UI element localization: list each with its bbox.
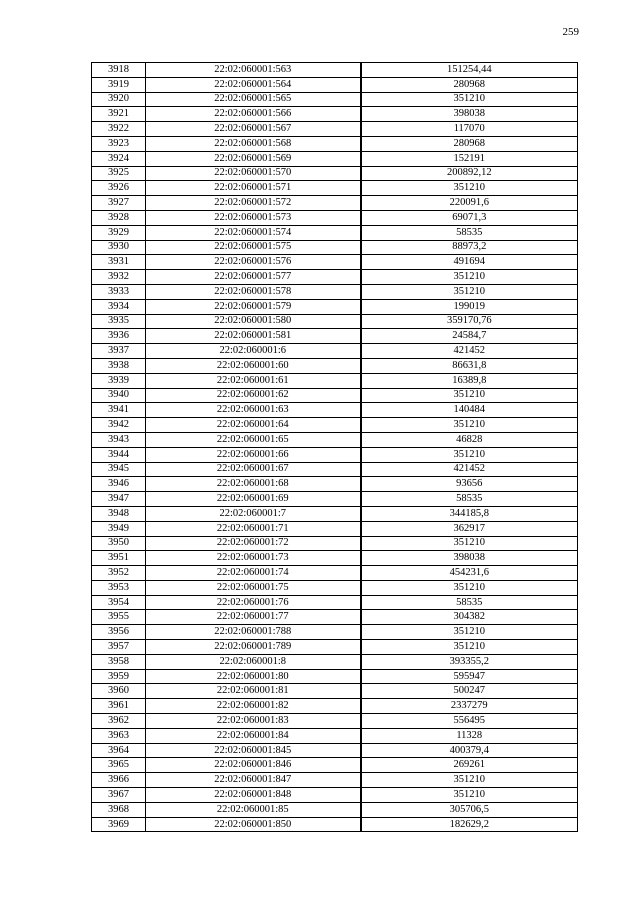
table-row bbox=[92, 63, 578, 78]
value-cell: 351210 bbox=[361, 418, 578, 433]
value-cell: 351210 bbox=[361, 447, 578, 462]
value-cell: 351210 bbox=[361, 270, 578, 285]
page-number: 259 bbox=[562, 26, 579, 38]
row-number-cell: 3925 bbox=[92, 166, 146, 181]
cadastral-number-cell: 22:02:060001:846 bbox=[146, 758, 361, 773]
row-number-cell: 3935 bbox=[92, 314, 146, 329]
table-row bbox=[92, 640, 578, 655]
row-number-cell: 3960 bbox=[92, 684, 146, 699]
value-cell: 93656 bbox=[361, 477, 578, 492]
row-number-cell: 3957 bbox=[92, 640, 146, 655]
table-row bbox=[92, 566, 578, 581]
value-cell: 398038 bbox=[361, 551, 578, 566]
table-row bbox=[92, 373, 578, 388]
cadastral-number-cell: 22:02:060001:847 bbox=[146, 773, 361, 788]
value-cell: 220091,6 bbox=[361, 196, 578, 211]
value-cell: 280968 bbox=[361, 136, 578, 151]
row-number-cell: 3937 bbox=[92, 344, 146, 359]
value-cell: 351210 bbox=[361, 773, 578, 788]
table-row bbox=[92, 196, 578, 211]
table-row bbox=[92, 136, 578, 151]
cadastral-number-cell: 22:02:060001:577 bbox=[146, 270, 361, 285]
row-number-cell: 3931 bbox=[92, 255, 146, 270]
cadastral-number-cell: 22:02:060001:73 bbox=[146, 551, 361, 566]
table-row bbox=[92, 122, 578, 137]
cadastral-number-cell: 22:02:060001:8 bbox=[146, 654, 361, 669]
cadastral-number-cell: 22:02:060001:570 bbox=[146, 166, 361, 181]
value-cell: 151254,44 bbox=[361, 63, 578, 78]
cadastral-number-cell: 22:02:060001:566 bbox=[146, 107, 361, 122]
cadastral-number-cell: 22:02:060001:77 bbox=[146, 610, 361, 625]
cadastral-number-cell: 22:02:060001:82 bbox=[146, 699, 361, 714]
value-cell: 454231,6 bbox=[361, 566, 578, 581]
row-number-cell: 3943 bbox=[92, 432, 146, 447]
value-cell: 58535 bbox=[361, 595, 578, 610]
value-cell: 152191 bbox=[361, 151, 578, 166]
value-cell: 182629,2 bbox=[361, 817, 578, 832]
table-row bbox=[92, 151, 578, 166]
table-row bbox=[92, 773, 578, 788]
value-cell: 351210 bbox=[361, 536, 578, 551]
table-row bbox=[92, 270, 578, 285]
row-number-cell: 3921 bbox=[92, 107, 146, 122]
cadastral-number-cell: 22:02:060001:850 bbox=[146, 817, 361, 832]
value-cell: 46828 bbox=[361, 432, 578, 447]
table-row bbox=[92, 714, 578, 729]
value-cell: 11328 bbox=[361, 728, 578, 743]
table-row bbox=[92, 403, 578, 418]
row-number-cell: 3924 bbox=[92, 151, 146, 166]
row-number-cell: 3918 bbox=[92, 63, 146, 78]
row-number-cell: 3958 bbox=[92, 654, 146, 669]
row-number-cell: 3940 bbox=[92, 388, 146, 403]
cadastral-number-cell: 22:02:060001:71 bbox=[146, 521, 361, 536]
row-number-cell: 3954 bbox=[92, 595, 146, 610]
value-cell: 421452 bbox=[361, 344, 578, 359]
value-cell: 351210 bbox=[361, 181, 578, 196]
value-cell: 351210 bbox=[361, 388, 578, 403]
table-row bbox=[92, 625, 578, 640]
row-number-cell: 3947 bbox=[92, 492, 146, 507]
cadastral-number-cell: 22:02:060001:580 bbox=[146, 314, 361, 329]
row-number-cell: 3959 bbox=[92, 669, 146, 684]
value-cell: 58535 bbox=[361, 225, 578, 240]
table-row bbox=[92, 580, 578, 595]
table-row bbox=[92, 358, 578, 373]
row-number-cell: 3945 bbox=[92, 462, 146, 477]
row-number-cell: 3933 bbox=[92, 284, 146, 299]
table-row bbox=[92, 432, 578, 447]
cadastral-number-cell: 22:02:060001:788 bbox=[146, 625, 361, 640]
row-number-cell: 3944 bbox=[92, 447, 146, 462]
cadastral-number-cell: 22:02:060001:75 bbox=[146, 580, 361, 595]
table-row bbox=[92, 758, 578, 773]
table-row bbox=[92, 669, 578, 684]
table-row bbox=[92, 462, 578, 477]
value-cell: 280968 bbox=[361, 77, 578, 92]
value-cell: 393355,2 bbox=[361, 654, 578, 669]
value-cell: 2337279 bbox=[361, 699, 578, 714]
row-number-cell: 3928 bbox=[92, 210, 146, 225]
table-body bbox=[92, 63, 578, 832]
table-row bbox=[92, 699, 578, 714]
row-number-cell: 3922 bbox=[92, 122, 146, 137]
row-number-cell: 3932 bbox=[92, 270, 146, 285]
cadastral-number-cell: 22:02:060001:68 bbox=[146, 477, 361, 492]
table-row bbox=[92, 255, 578, 270]
value-cell: 351210 bbox=[361, 92, 578, 107]
cadastral-number-cell: 22:02:060001:578 bbox=[146, 284, 361, 299]
row-number-cell: 3929 bbox=[92, 225, 146, 240]
table-row bbox=[92, 314, 578, 329]
table-row bbox=[92, 418, 578, 433]
table-row bbox=[92, 536, 578, 551]
cadastral-number-cell: 22:02:060001:581 bbox=[146, 329, 361, 344]
row-number-cell: 3964 bbox=[92, 743, 146, 758]
table-row bbox=[92, 225, 578, 240]
cadastral-number-cell: 22:02:060001:72 bbox=[146, 536, 361, 551]
value-cell: 86631,8 bbox=[361, 358, 578, 373]
row-number-cell: 3953 bbox=[92, 580, 146, 595]
cadastral-number-cell: 22:02:060001:80 bbox=[146, 669, 361, 684]
cadastral-number-cell: 22:02:060001:76 bbox=[146, 595, 361, 610]
value-cell: 200892,12 bbox=[361, 166, 578, 181]
value-cell: 140484 bbox=[361, 403, 578, 418]
row-number-cell: 3920 bbox=[92, 92, 146, 107]
table-row bbox=[92, 817, 578, 832]
row-number-cell: 3934 bbox=[92, 299, 146, 314]
row-number-cell: 3950 bbox=[92, 536, 146, 551]
table-row bbox=[92, 506, 578, 521]
cadastral-number-cell: 22:02:060001:65 bbox=[146, 432, 361, 447]
row-number-cell: 3952 bbox=[92, 566, 146, 581]
cadastral-number-cell: 22:02:060001:845 bbox=[146, 743, 361, 758]
cadastral-number-cell: 22:02:060001:575 bbox=[146, 240, 361, 255]
table-row bbox=[92, 284, 578, 299]
value-cell: 421452 bbox=[361, 462, 578, 477]
cadastral-number-cell: 22:02:060001:66 bbox=[146, 447, 361, 462]
table-row bbox=[92, 492, 578, 507]
row-number-cell: 3923 bbox=[92, 136, 146, 151]
value-cell: 595947 bbox=[361, 669, 578, 684]
cadastral-number-cell: 22:02:060001:573 bbox=[146, 210, 361, 225]
value-cell: 69071,3 bbox=[361, 210, 578, 225]
value-cell: 362917 bbox=[361, 521, 578, 536]
row-number-cell: 3930 bbox=[92, 240, 146, 255]
cadastral-number-cell: 22:02:060001:565 bbox=[146, 92, 361, 107]
row-number-cell: 3938 bbox=[92, 358, 146, 373]
cadastral-number-cell: 22:02:060001:60 bbox=[146, 358, 361, 373]
value-cell: 491694 bbox=[361, 255, 578, 270]
table-row bbox=[92, 77, 578, 92]
cadastral-number-cell: 22:02:060001:567 bbox=[146, 122, 361, 137]
value-cell: 269261 bbox=[361, 758, 578, 773]
table-row bbox=[92, 788, 578, 803]
table-row bbox=[92, 299, 578, 314]
table-row bbox=[92, 654, 578, 669]
cadastral-number-cell: 22:02:060001:67 bbox=[146, 462, 361, 477]
table-row bbox=[92, 240, 578, 255]
value-cell: 117070 bbox=[361, 122, 578, 137]
row-number-cell: 3946 bbox=[92, 477, 146, 492]
row-number-cell: 3949 bbox=[92, 521, 146, 536]
row-number-cell: 3919 bbox=[92, 77, 146, 92]
value-cell: 351210 bbox=[361, 284, 578, 299]
value-cell: 351210 bbox=[361, 788, 578, 803]
cadastral-number-cell: 22:02:060001:84 bbox=[146, 728, 361, 743]
row-number-cell: 3962 bbox=[92, 714, 146, 729]
value-cell: 351210 bbox=[361, 640, 578, 655]
cadastral-number-cell: 22:02:060001:62 bbox=[146, 388, 361, 403]
value-cell: 351210 bbox=[361, 625, 578, 640]
table-row bbox=[92, 329, 578, 344]
row-number-cell: 3941 bbox=[92, 403, 146, 418]
row-number-cell: 3963 bbox=[92, 728, 146, 743]
cadastral-number-cell: 22:02:060001:81 bbox=[146, 684, 361, 699]
value-cell: 199019 bbox=[361, 299, 578, 314]
cadastral-number-cell: 22:02:060001:576 bbox=[146, 255, 361, 270]
row-number-cell: 3942 bbox=[92, 418, 146, 433]
cadastral-number-cell: 22:02:060001:61 bbox=[146, 373, 361, 388]
table-row bbox=[92, 210, 578, 225]
cadastral-number-cell: 22:02:060001:569 bbox=[146, 151, 361, 166]
row-number-cell: 3966 bbox=[92, 773, 146, 788]
table-row bbox=[92, 181, 578, 196]
cadastral-number-cell: 22:02:060001:85 bbox=[146, 802, 361, 817]
table-row bbox=[92, 551, 578, 566]
table-row bbox=[92, 728, 578, 743]
value-cell: 400379,4 bbox=[361, 743, 578, 758]
table-row bbox=[92, 521, 578, 536]
cadastral-number-cell: 22:02:060001:6 bbox=[146, 344, 361, 359]
row-number-cell: 3969 bbox=[92, 817, 146, 832]
value-cell: 305706,5 bbox=[361, 802, 578, 817]
value-cell: 344185,8 bbox=[361, 506, 578, 521]
table-row bbox=[92, 595, 578, 610]
table-row bbox=[92, 610, 578, 625]
value-cell: 16389,8 bbox=[361, 373, 578, 388]
value-cell: 58535 bbox=[361, 492, 578, 507]
cadastral-number-cell: 22:02:060001:574 bbox=[146, 225, 361, 240]
table-row bbox=[92, 447, 578, 462]
cadastral-number-cell: 22:02:060001:564 bbox=[146, 77, 361, 92]
row-number-cell: 3967 bbox=[92, 788, 146, 803]
value-cell: 500247 bbox=[361, 684, 578, 699]
value-cell: 88973,2 bbox=[361, 240, 578, 255]
table-row bbox=[92, 684, 578, 699]
table-row bbox=[92, 107, 578, 122]
row-number-cell: 3965 bbox=[92, 758, 146, 773]
row-number-cell: 3955 bbox=[92, 610, 146, 625]
table-row bbox=[92, 166, 578, 181]
row-number-cell: 3956 bbox=[92, 625, 146, 640]
cadastral-number-cell: 22:02:060001:64 bbox=[146, 418, 361, 433]
cadastral-number-cell: 22:02:060001:563 bbox=[146, 63, 361, 78]
row-number-cell: 3961 bbox=[92, 699, 146, 714]
row-number-cell: 3927 bbox=[92, 196, 146, 211]
table-row bbox=[92, 344, 578, 359]
value-cell: 359170,76 bbox=[361, 314, 578, 329]
value-cell: 351210 bbox=[361, 580, 578, 595]
value-cell: 398038 bbox=[361, 107, 578, 122]
cadastral-value-table bbox=[91, 62, 578, 832]
value-cell: 304382 bbox=[361, 610, 578, 625]
cadastral-number-cell: 22:02:060001:848 bbox=[146, 788, 361, 803]
cadastral-number-cell: 22:02:060001:74 bbox=[146, 566, 361, 581]
table-row bbox=[92, 388, 578, 403]
table-row bbox=[92, 743, 578, 758]
cadastral-number-cell: 22:02:060001:579 bbox=[146, 299, 361, 314]
row-number-cell: 3926 bbox=[92, 181, 146, 196]
table-row bbox=[92, 802, 578, 817]
table-row bbox=[92, 92, 578, 107]
cadastral-number-cell: 22:02:060001:7 bbox=[146, 506, 361, 521]
cadastral-number-cell: 22:02:060001:571 bbox=[146, 181, 361, 196]
row-number-cell: 3951 bbox=[92, 551, 146, 566]
row-number-cell: 3948 bbox=[92, 506, 146, 521]
cadastral-number-cell: 22:02:060001:83 bbox=[146, 714, 361, 729]
cadastral-number-cell: 22:02:060001:63 bbox=[146, 403, 361, 418]
value-cell: 556495 bbox=[361, 714, 578, 729]
value-cell: 24584,7 bbox=[361, 329, 578, 344]
row-number-cell: 3968 bbox=[92, 802, 146, 817]
row-number-cell: 3939 bbox=[92, 373, 146, 388]
cadastral-number-cell: 22:02:060001:568 bbox=[146, 136, 361, 151]
cadastral-number-cell: 22:02:060001:572 bbox=[146, 196, 361, 211]
row-number-cell: 3936 bbox=[92, 329, 146, 344]
table-row bbox=[92, 477, 578, 492]
cadastral-number-cell: 22:02:060001:69 bbox=[146, 492, 361, 507]
cadastral-number-cell: 22:02:060001:789 bbox=[146, 640, 361, 655]
